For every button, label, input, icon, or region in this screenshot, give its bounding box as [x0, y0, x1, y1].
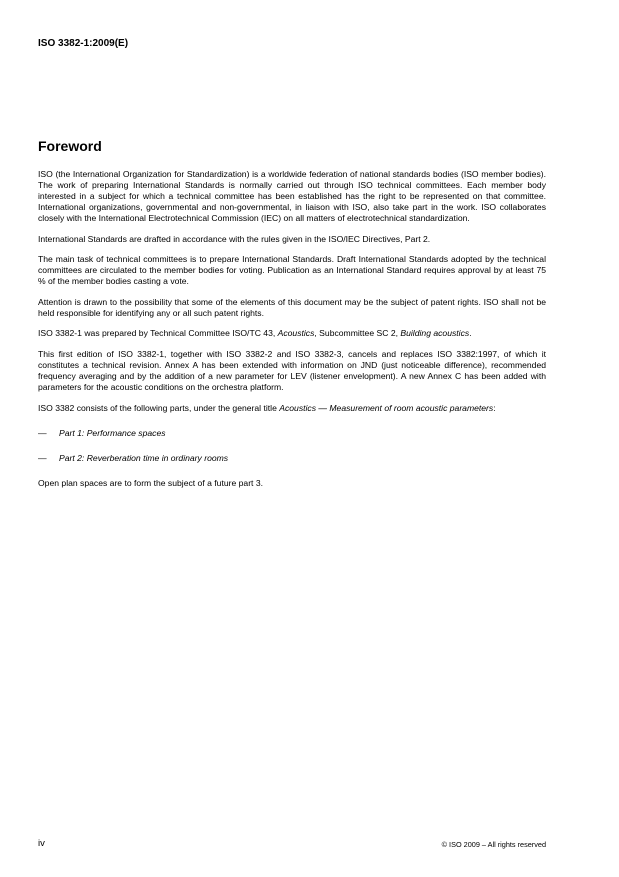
- list-item-part-2: [38, 453, 546, 464]
- page-title: Foreword: [38, 138, 102, 154]
- list-item-part-1: [38, 428, 546, 439]
- paragraph-prepared-by: [38, 328, 546, 339]
- prepared-by-text-1: ISO 3382-1 was prepared by Technical Committee ISO/TC 43,: [38, 328, 278, 339]
- copyright-notice: © ISO 2009 – All rights reserved: [441, 840, 546, 849]
- paragraph-edition: This first edition of ISO 3382-1, together with ISO 3382-2 and ISO 3382-3, cancels and replaces ISO 3382:1997, of which it constitutes a technical revision. Annex A has been extended with information on JND (just noticeable difference), recommended frequency averaging and by the addition of a new parameter for LEV (listener envelopment). A new Annex C has been added with parameters for the acoustic conditions on the orchestra platform.: [38, 348, 546, 392]
- prepared-by-text-2: , Subcommittee SC 2,: [314, 328, 401, 339]
- paragraph-directives: International Standards are drafted in accordance with the rules given in the ISO/IEC Directives, Part 2.: [38, 233, 431, 244]
- list-dash: —: [38, 452, 47, 463]
- general-title: Acoustics — Measurement of room acoustic parameters: [279, 402, 494, 413]
- committee-name: Acoustics: [277, 328, 315, 339]
- paragraph-future-part: Open plan spaces are to form the subject of a future part 3.: [38, 477, 263, 488]
- prepared-by-text-3: .: [469, 328, 472, 339]
- parts-intro-text-1: ISO 3382 consists of the following parts, under the general title: [38, 402, 280, 413]
- foreword-body: [38, 169, 546, 489]
- paragraph-parts-intro: [38, 403, 546, 414]
- subcommittee-name: Building acoustics: [400, 328, 470, 339]
- list-item-label: Part 2: Reverberation time in ordinary rooms: [59, 452, 229, 463]
- parts-intro-text-2: :: [493, 402, 496, 413]
- document-id: ISO 3382-1:2009(E): [38, 38, 129, 49]
- list-item-label: Part 1: Performance spaces: [59, 427, 166, 438]
- paragraph-iso-overview: ISO (the International Organization for Standardization) is a worldwide federation of national standards bodies (ISO member bodies). The work of preparing International Standards is normally carried out through ISO technical committees. Each member body interested in a subject for which a technical committee has been established has the right to be represented on that committee. International organizations, governmental and non-governmental, in liaison with ISO, also take part in the work. ISO collaborates closely with the International Electrotechnical Commission (IEC) on all matters of electrotechnical standardization.: [38, 169, 546, 223]
- paragraph-patent-rights: Attention is drawn to the possibility that some of the elements of this document may be the subject of patent rights. ISO shall not be held responsible for identifying any or all such patent rights.: [38, 296, 546, 318]
- list-dash: —: [38, 427, 47, 438]
- page-number: iv: [38, 838, 45, 849]
- paragraph-committee-task: The main task of technical committees is to prepare International Standards. Draft International Standards adopted by the technical committees are circulated to the member bodies for voting. Publication as an International Standard requires approval by at least 75 % of the member bodies casting a vote.: [38, 254, 546, 287]
